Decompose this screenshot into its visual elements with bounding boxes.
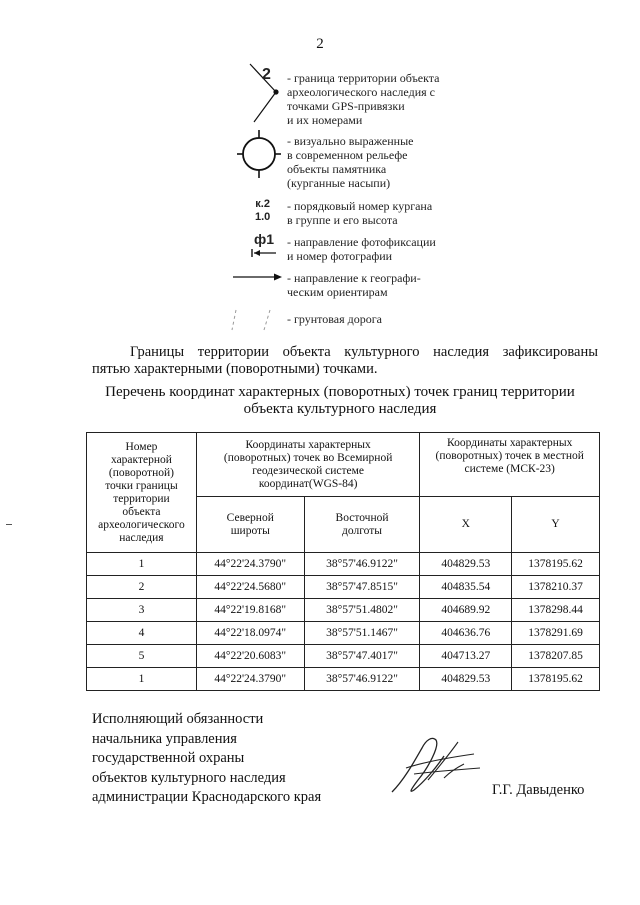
coordinates-table [86,432,600,691]
kurgan-number-icon: к.2 1.0 [255,198,271,223]
legend-label-number-1: 2 [262,66,271,83]
header-point-number: Номер характерной (поворотной) точки границы территории объекта археологического наследия [87,433,197,553]
header-msk23: Координаты характерных (поворотных) точек в местной системе (МСК-23) [420,433,600,497]
table-row: 5 44°22'20.6083" 38°57'47.4017" 404713.27 1378207.85 [87,645,600,668]
boundary-paragraph: Границы территории объекта культурного наследия зафиксированы пятью характерными (поворотными) точками. [92,344,598,377]
legend-text-orientation: - направление к географи- ческим ориентирам [287,271,421,299]
legend-text-photo: - направление фотофиксации и номер фотографии [287,235,436,263]
table-row: 2 44°22'24.5680" 38°57'47.8515" 404835.54 1378210.37 [87,576,600,599]
legend-text-road: - грунтовая дорога [287,312,382,326]
table-row: 4 44°22'18.0974" 38°57'51.1467" 404636.76 1378291.69 [87,622,600,645]
table-row: 1 44°22'24.3790" 38°57'46.9122" 404829.53 1378195.62 [87,668,600,691]
header-y: Y [512,497,600,553]
legend-label-photo: ф1 [254,231,275,247]
margin-mark [6,524,12,525]
legend-text-mound: - визуально выраженные в современном рельефе объекты памятника (курганные насыпи) [287,134,414,190]
mound-icon [236,127,282,181]
dirt-road-icon [230,308,286,332]
header-latitude: Северной широты [196,497,304,553]
table-row: 3 44°22'19.8168" 38°57'51.4802" 404689.92 1378298.44 [87,599,600,622]
header-longitude: Восточной долготы [304,497,420,553]
legend-text-kurgan: - порядковый номер кургана в группе и его высота [287,199,433,227]
page-number: 2 [316,36,324,52]
table-row: 1 44°22'24.3790" 38°57'46.9122" 404829.53 1378195.62 [87,553,600,576]
signatory-title: Исполняющий обязанности начальника управления государственной охраны объектов культурного наследия администрации Краснодарского края [92,711,322,805]
photo-direction-icon [250,248,278,258]
signatory-name: Г.Г. Давыденко [492,782,585,798]
header-wgs84: Координаты характерных (поворотных) точек во Всемирной геодезической системе координат(WGS-84) [196,433,420,497]
table-title: Перечень координат характерных (поворотных) точек границ территории объекта культурного наследия [105,384,575,417]
orientation-arrow-icon [232,272,284,282]
handwritten-signature [384,728,484,804]
legend-text-boundary: - граница территории объекта археологического наследия с точками GPS-привязки и их номерами [287,71,440,127]
header-x: X [420,497,512,553]
